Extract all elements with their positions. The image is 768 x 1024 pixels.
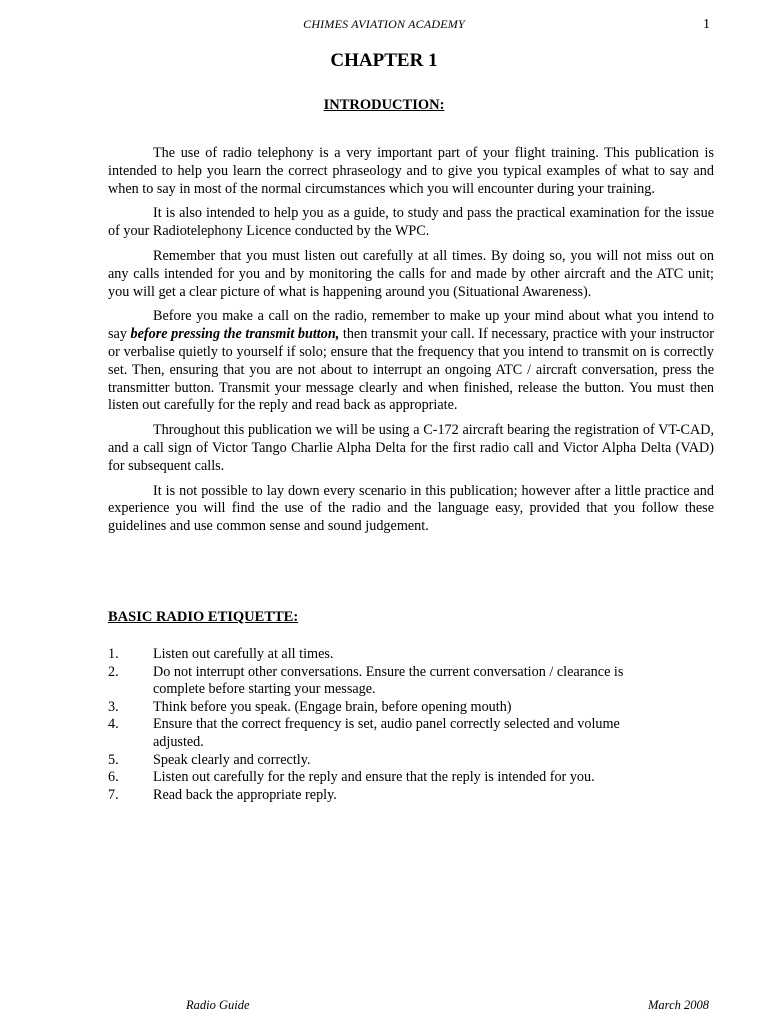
header-title: CHIMES AVIATION ACADEMY xyxy=(303,17,465,31)
list-item xyxy=(108,646,668,664)
list-item-text: Ensure that the correct frequency is set, audio panel correctly selected and volume adjusted. xyxy=(153,716,620,750)
list-item-text: Speak clearly and correctly. xyxy=(153,751,311,768)
section-title: INTRODUCTION: xyxy=(323,97,445,113)
footer-date: March 2008 xyxy=(648,998,709,1012)
list-item xyxy=(108,716,668,751)
etiquette-title: BASIC RADIO ETIQUETTE: xyxy=(108,609,299,625)
list-item xyxy=(108,787,668,805)
paragraph-2: It is also intended to help you as a guide, to study and pass the practical examination for the issue of your Radiotelephony Licence conducted by the WPC. xyxy=(108,205,714,240)
list-item xyxy=(108,699,668,717)
list-item-text: Listen out carefully for the reply and ensure that the reply is intended for you. xyxy=(153,769,595,786)
list-item-number: 6. xyxy=(108,769,119,786)
chapter-title: CHAPTER 1 xyxy=(330,50,438,71)
paragraph-6: It is not possible to lay down every scenario in this publication; however after a little practice and experience you will find the use of the radio and the language easy, provided that you follow these guidelines and use common sense and sound judgement. xyxy=(108,482,714,535)
paragraph-5: Throughout this publication we will be using a C-172 aircraft bearing the registration of VT-CAD, and a call sign of Victor Tango Charlie Alpha Delta for the first radio call and Victor Alpha Delta (VAD) for subsequent calls. xyxy=(108,422,714,474)
footer-document-title: Radio Guide xyxy=(186,998,250,1012)
paragraph-4 xyxy=(108,308,714,415)
list-item-number: 2. xyxy=(108,663,119,680)
list-item-number: 5. xyxy=(108,751,119,768)
paragraph-4-start: Before you make a call on the radio, remember to make up your mind about what you intend to say xyxy=(108,308,714,343)
list-item-number: 3. xyxy=(108,698,119,715)
paragraph-1: The use of radio telephony is a very important part of your flight training. This publication is intended to help you learn the correct phraseology and to give you typical examples of what to say and when to say in most of the normal circumstances which you will encounter during your training. xyxy=(108,145,714,197)
list-item xyxy=(108,664,668,699)
list-item xyxy=(108,752,668,770)
paragraph-4-end: then transmit your call. If necessary, practice with your instructor or verbalise quietly to yourself if solo; ensure that the frequency that you intend to transmit on is correctly set. Then, ensuring that you are not about to interrupt an ongoing ATC / aircraft conversation, press the transmitter button. Transmit your message clearly and when finished, release the button. You must then listen out carefully for the reply and read back as appropriate. xyxy=(108,326,714,414)
list-item-text: Think before you speak. (Engage brain, before opening mouth) xyxy=(153,698,512,715)
paragraph-4-emphasis: before pressing the transmit button, xyxy=(130,326,340,343)
paragraph-3: Remember that you must listen out carefully at all times. By doing so, you will not miss out on any calls intended for you and by monitoring the calls for and made by other aircraft and the ATC unit; you will get a clear picture of what is happening around you (Situational Awareness). xyxy=(108,247,714,300)
list-item-number: 7. xyxy=(108,786,119,803)
list-item-text: Do not interrupt other conversations. Ensure the current conversation / clearance is complete before starting your message. xyxy=(153,663,624,698)
list-item-number: 4. xyxy=(108,716,119,733)
list-item xyxy=(108,769,668,787)
list-item-text: Read back the appropriate reply. xyxy=(153,786,337,803)
introduction-body xyxy=(108,145,714,543)
etiquette-list xyxy=(108,646,668,804)
list-item-text: Listen out carefully at all times. xyxy=(153,646,334,662)
page-number: 1 xyxy=(703,17,710,32)
list-item-number: 1. xyxy=(108,646,119,662)
